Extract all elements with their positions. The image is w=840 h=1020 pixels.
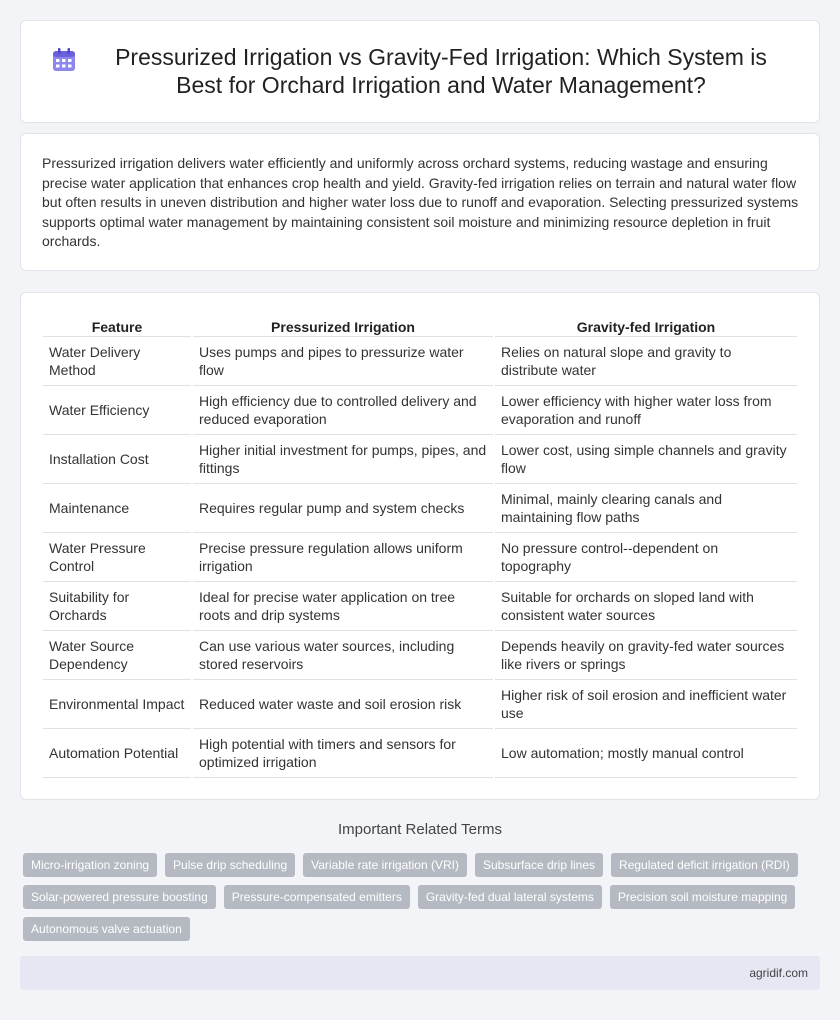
related-term-tag[interactable]: Regulated deficit irrigation (RDI) (611, 853, 798, 877)
related-term-tag[interactable]: Micro-irrigation zoning (23, 853, 157, 877)
header-pressurized: Pressurized Irrigation (193, 311, 493, 337)
pressurized-cell: Reduced water waste and soil erosion risk (193, 680, 493, 729)
related-term-tag[interactable]: Gravity-fed dual lateral systems (418, 885, 602, 909)
pressurized-cell: Precise pressure regulation allows uniform irrigation (193, 533, 493, 582)
table-row (43, 435, 797, 484)
table-row (43, 582, 797, 631)
feature-cell: Water Source Dependency (43, 631, 191, 680)
gravity-fed-cell: Low automation; mostly manual control (495, 729, 797, 778)
feature-cell: Suitability for Orchards (43, 582, 191, 631)
pressurized-cell: Can use various water sources, including stored reservoirs (193, 631, 493, 680)
feature-cell: Installation Cost (43, 435, 191, 484)
pressurized-cell: Ideal for precise water application on tree roots and drip systems (193, 582, 493, 631)
table-row (43, 484, 797, 533)
related-term-tag[interactable]: Autonomous valve actuation (23, 917, 190, 941)
gravity-fed-cell: Higher risk of soil erosion and inefficient water use (495, 680, 797, 729)
related-term-tag[interactable]: Pulse drip scheduling (165, 853, 295, 877)
footer (20, 956, 820, 990)
feature-cell: Water Efficiency (43, 386, 191, 435)
feature-cell: Water Pressure Control (43, 533, 191, 582)
gravity-fed-cell: Minimal, mainly clearing canals and maintaining flow paths (495, 484, 797, 533)
footer-site-link[interactable]: agridif.com (749, 966, 808, 980)
header-gravity-fed: Gravity-fed Irrigation (495, 311, 797, 337)
comparison-table (41, 311, 799, 778)
title-card (20, 20, 820, 123)
page-title: Pressurized Irrigation vs Gravity-Fed Irrigation: Which System is Best for Orchard Irrigation and Water Management? (115, 44, 767, 98)
table-row (43, 386, 797, 435)
table-row (43, 533, 797, 582)
table-header-row (43, 311, 797, 337)
pressurized-cell: Higher initial investment for pumps, pipes, and fittings (193, 435, 493, 484)
gravity-fed-cell: Depends heavily on gravity-fed water sources like rivers or springs (495, 631, 797, 680)
feature-cell: Water Delivery Method (43, 337, 191, 386)
gravity-fed-cell: Relies on natural slope and gravity to distribute water (495, 337, 797, 386)
feature-cell: Environmental Impact (43, 680, 191, 729)
gravity-fed-cell: Suitable for orchards on sloped land with consistent water sources (495, 582, 797, 631)
related-terms-title: Important Related Terms (338, 821, 502, 838)
gravity-fed-cell: Lower cost, using simple channels and gravity flow (495, 435, 797, 484)
gravity-fed-cell: Lower efficiency with higher water loss from evaporation and runoff (495, 386, 797, 435)
calendar-icon (51, 47, 77, 73)
pressurized-cell: High potential with timers and sensors for optimized irrigation (193, 729, 493, 778)
table-row (43, 337, 797, 386)
table-row (43, 680, 797, 729)
related-term-tag[interactable]: Solar-powered pressure boosting (23, 885, 216, 909)
pressurized-cell: Uses pumps and pipes to pressurize water flow (193, 337, 493, 386)
feature-cell: Automation Potential (43, 729, 191, 778)
related-term-tag[interactable]: Precision soil moisture mapping (610, 885, 795, 909)
header-feature: Feature (43, 311, 191, 337)
intro-paragraph: Pressurized irrigation delivers water efficiently and uniformly across orchard systems, reducing wastage and ensuring precise water application that enhances crop health and yield. Gravity-fed irrigation relies on terrain and natural water flow but often results in uneven distribution and higher water loss due to runoff and evaporation. Selecting pressurized systems supports optimal water management by maintaining consistent soil moisture and minimizing resource depletion in fruit orchards. (42, 155, 799, 250)
feature-cell: Maintenance (43, 484, 191, 533)
related-terms-tags (23, 853, 803, 941)
comparison-table-card (20, 292, 820, 800)
related-term-tag[interactable]: Variable rate irrigation (VRI) (303, 853, 467, 877)
title-row (51, 43, 789, 99)
gravity-fed-cell: No pressure control--dependent on topography (495, 533, 797, 582)
related-term-tag[interactable]: Subsurface drip lines (475, 853, 603, 877)
pressurized-cell: High efficiency due to controlled delivery and reduced evaporation (193, 386, 493, 435)
table-row (43, 729, 797, 778)
intro-card (20, 133, 820, 271)
pressurized-cell: Requires regular pump and system checks (193, 484, 493, 533)
table-row (43, 631, 797, 680)
related-term-tag[interactable]: Pressure-compensated emitters (224, 885, 410, 909)
